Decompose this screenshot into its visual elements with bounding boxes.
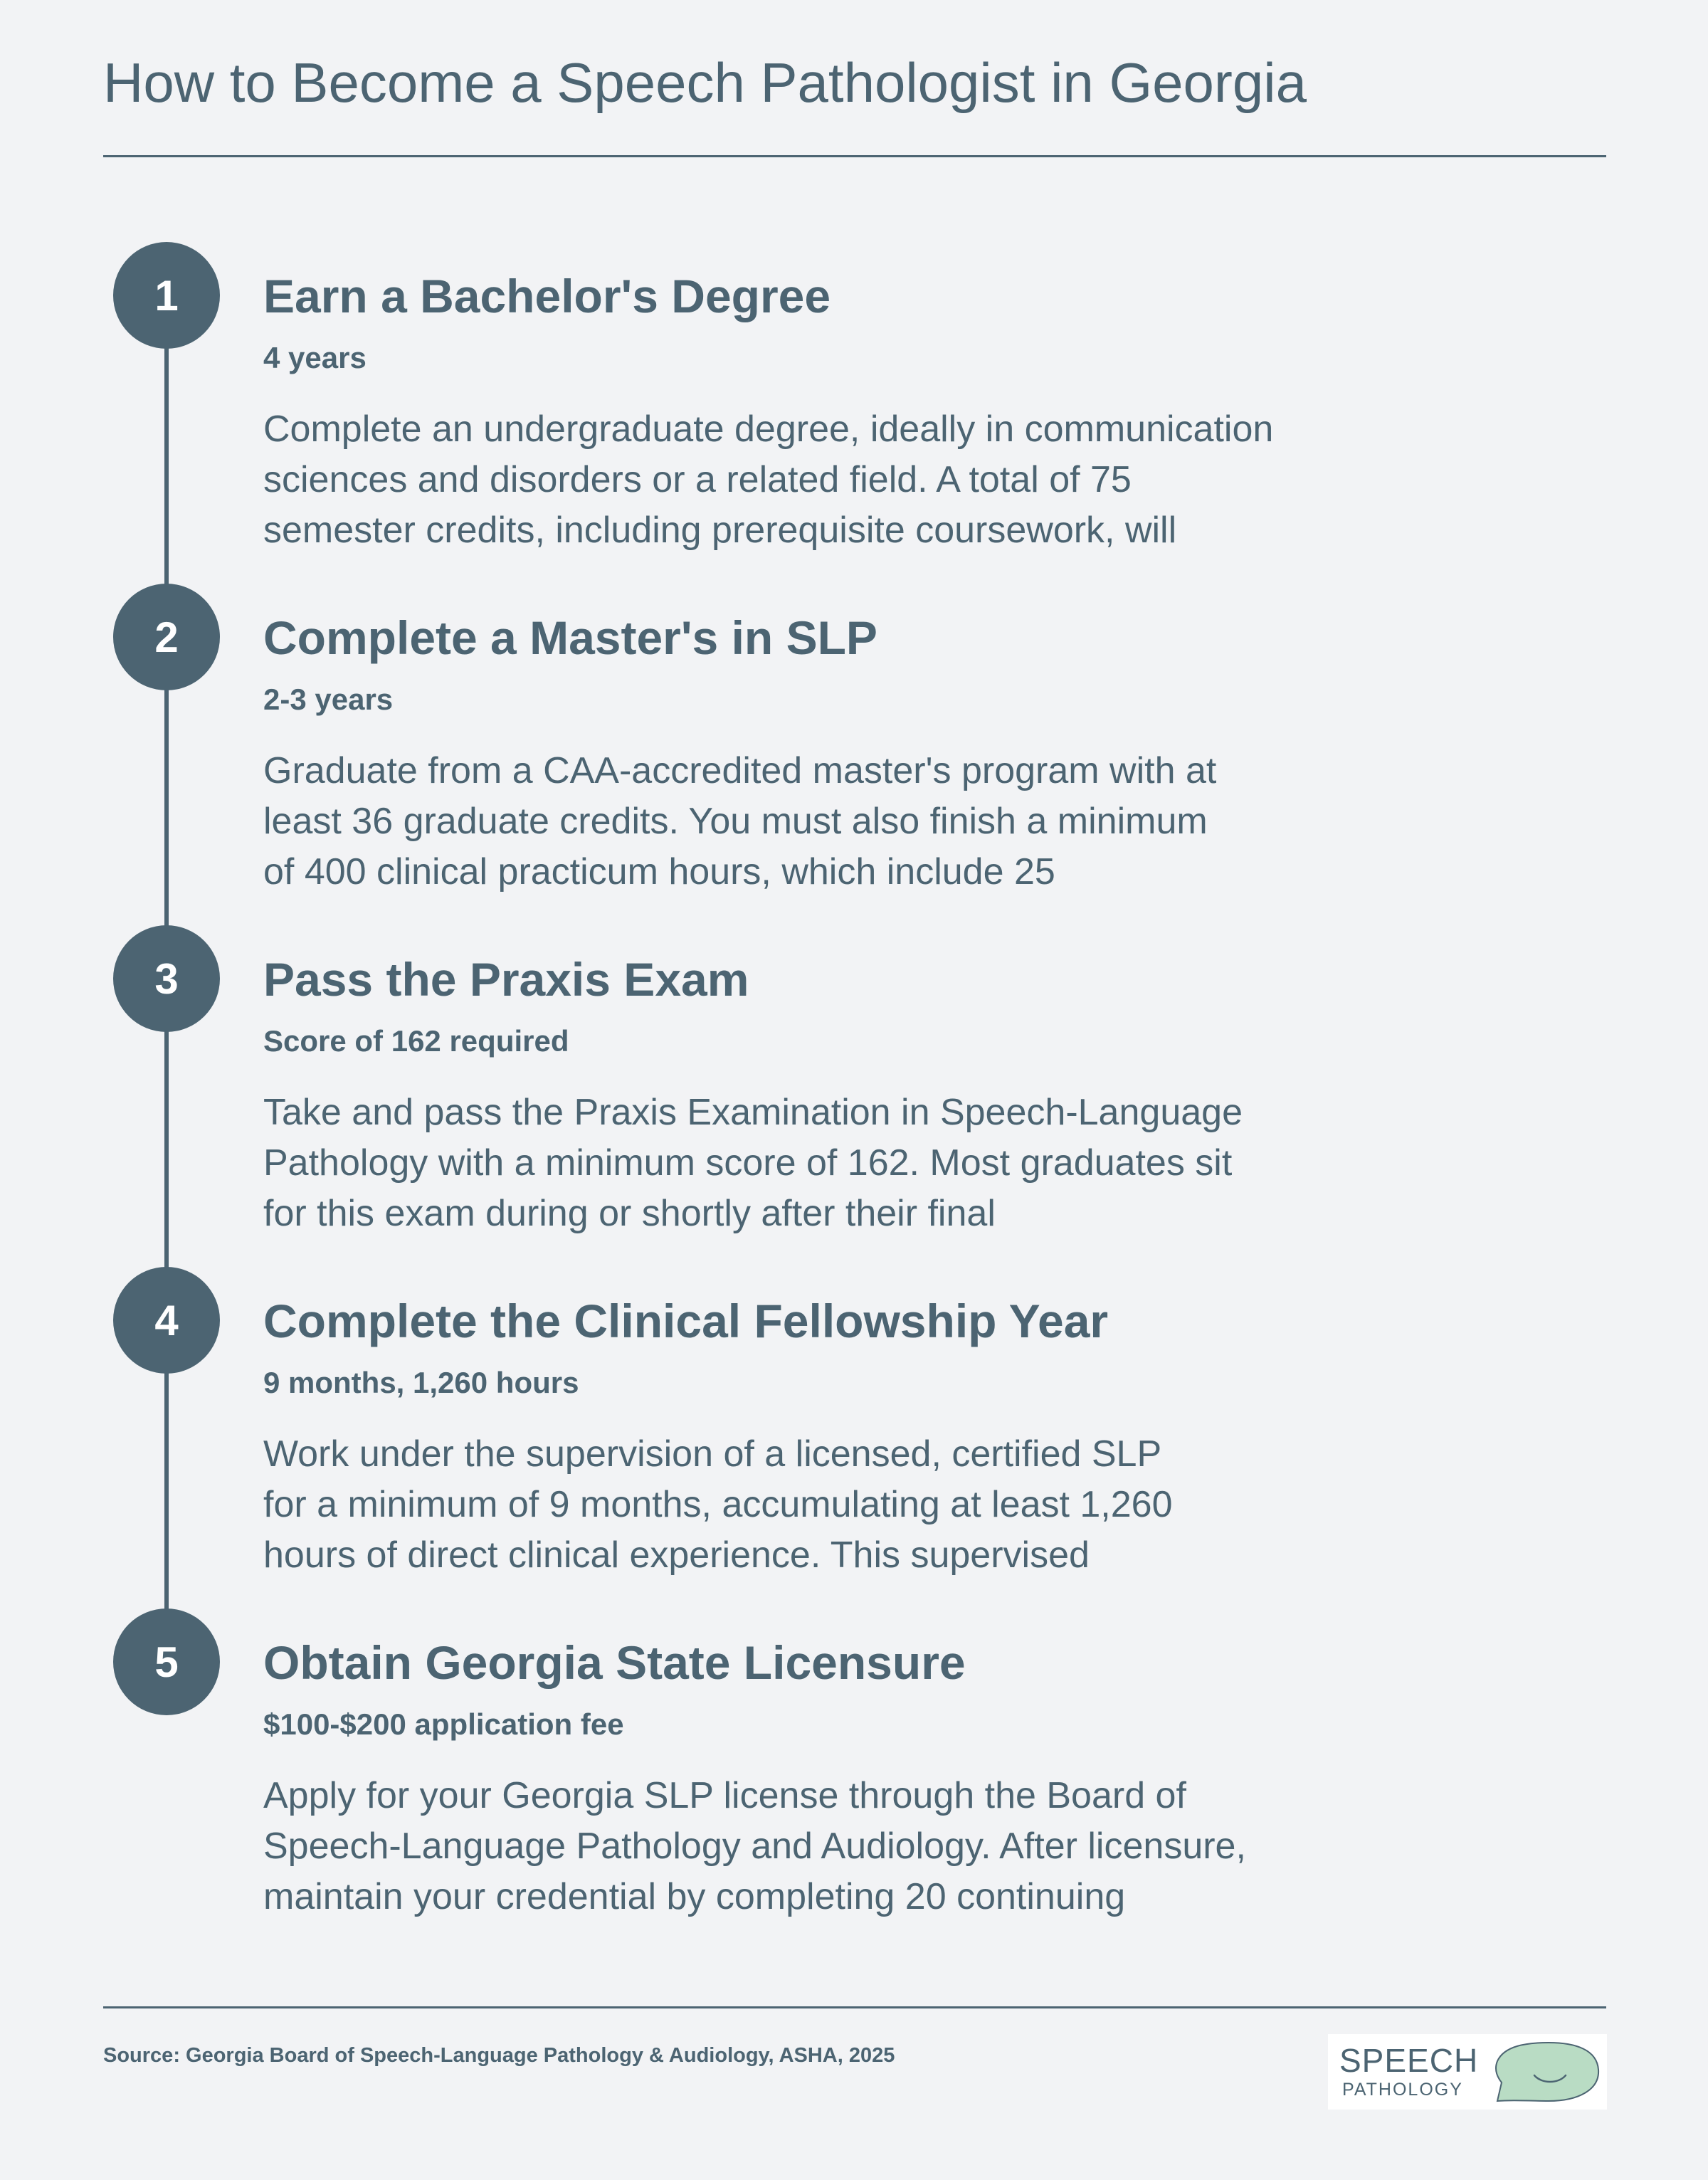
speech-bubble-shape	[1496, 2043, 1598, 2101]
step-1-number: 1	[113, 242, 220, 349]
step-2-meta: 2-3 years	[263, 683, 394, 716]
step-2-description-line: Graduate from a CAA-accredited master's program with at	[263, 750, 1217, 791]
step-1-meta: 4 years	[263, 341, 367, 374]
step-1-title: Earn a Bachelor's Degree	[263, 270, 831, 322]
step-4-title: Complete the Clinical Fellowship Year	[263, 1295, 1109, 1347]
step-3-description-line: Pathology with a minimum score of 162. Most graduates sit	[263, 1142, 1233, 1184]
step-2	[263, 609, 1402, 897]
step-4-description	[263, 1429, 1402, 1581]
step-5-meta: $100-$200 application fee	[263, 1707, 624, 1741]
step-1-description-line: sciences and disorders or a related field. A total of 75	[263, 459, 1132, 500]
step-5-title: Obtain Georgia State Licensure	[263, 1636, 966, 1689]
step-2-description-line: least 36 graduate credits. You must also finish a minimum	[263, 801, 1208, 842]
header-divider	[103, 155, 1606, 157]
step-5	[263, 1634, 1402, 1922]
step-5-number: 5	[113, 1608, 220, 1715]
step-4-description-line: Work under the supervision of a licensed, certified SLP	[263, 1433, 1162, 1475]
step-3-description-line: Take and pass the Praxis Examination in Speech-Language	[263, 1092, 1243, 1133]
step-4-number: 4	[113, 1267, 220, 1374]
source-note: Source: Georgia Board of Speech-Language Pathology & Audiology, ASHA, 2025	[103, 2044, 895, 2067]
speech-pathology-logo	[1328, 2034, 1607, 2110]
footer-divider	[103, 2006, 1606, 2008]
step-3-description-line: for this exam during or shortly after their final	[263, 1193, 996, 1234]
step-1	[263, 268, 1402, 556]
step-2-number: 2	[113, 584, 220, 690]
step-4-description-line: for a minimum of 9 months, accumulating at least 1,260	[263, 1484, 1173, 1525]
step-3-number: 3	[113, 925, 220, 1032]
step-5-description-line: Apply for your Georgia SLP license through the Board of	[263, 1775, 1186, 1816]
step-3	[263, 951, 1402, 1239]
step-3-description	[263, 1088, 1402, 1239]
step-2-title: Complete a Master's in SLP	[263, 611, 877, 664]
step-4-meta: 9 months, 1,260 hours	[263, 1366, 579, 1399]
step-4	[263, 1292, 1402, 1581]
logo-text-speech: SPEECH	[1339, 2042, 1479, 2079]
step-3-title: Pass the Praxis Exam	[263, 953, 749, 1006]
step-4-description-line: hours of direct clinical experience. This supervised	[263, 1534, 1090, 1576]
step-5-description	[263, 1771, 1402, 1922]
step-2-description-line: of 400 clinical practicum hours, which include 25	[263, 851, 1055, 892]
step-5-description-line: Speech-Language Pathology and Audiology. After licensure,	[263, 1826, 1246, 1867]
logo-text-pathology: PATHOLOGY	[1342, 2080, 1463, 2100]
step-2-description	[263, 746, 1402, 897]
page-title: How to Become a Speech Pathologist in Georgia	[103, 51, 1307, 114]
step-1-description-line: semester credits, including prerequisite coursework, will	[263, 510, 1177, 551]
speech-bubble-icon	[1492, 2040, 1603, 2105]
step-3-meta: Score of 162 required	[263, 1024, 569, 1058]
step-5-description-line: maintain your credential by completing 20 continuing	[263, 1876, 1126, 1917]
step-1-description	[263, 404, 1402, 556]
step-1-description-line: Complete an undergraduate degree, ideally in communication	[263, 409, 1274, 450]
